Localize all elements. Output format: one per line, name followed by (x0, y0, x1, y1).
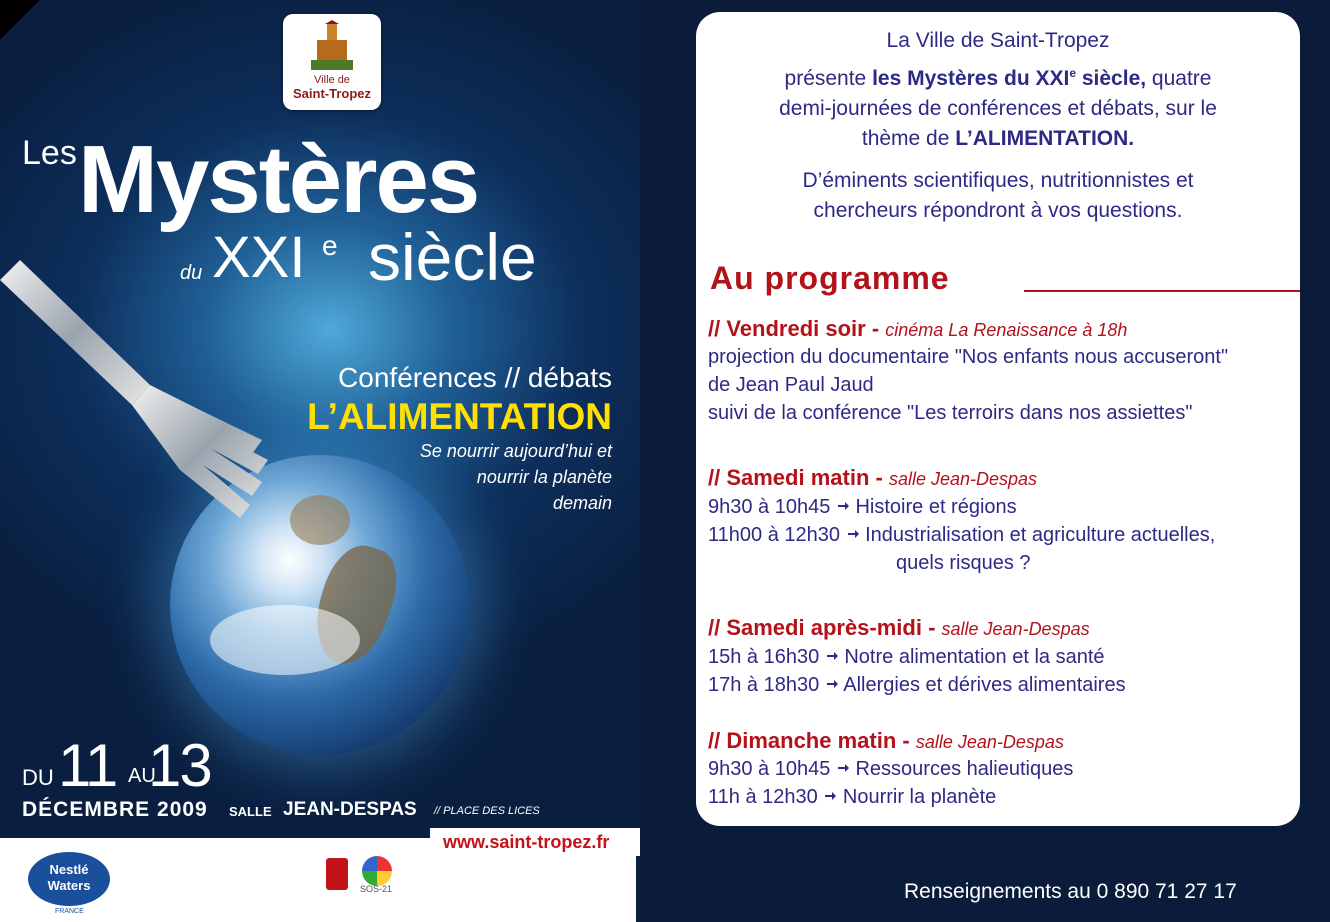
arrow-right-icon (836, 499, 850, 513)
church-icon (311, 20, 353, 70)
sos21-logo-icon (362, 856, 392, 886)
title-sup: e (322, 230, 338, 261)
section-samedi-matin: // Samedi matin - salle Jean-Despas (708, 465, 1038, 490)
vendredi-line3: suivi de la conférence "Les terroirs dans nos assiettes" (708, 402, 1193, 424)
logo-line2: Saint-Tropez (292, 86, 371, 101)
section-vendredi: // Vendredi soir - cinéma La Renaissance à 18h (708, 316, 1128, 341)
theme-label: L’ALIMENTATION (307, 396, 612, 437)
samedi-matin-item1: 9h30 à 10h45 Histoire et régions (708, 496, 1017, 518)
date-venue: JEAN-DESPAS (283, 799, 417, 820)
dimanche-item2: 11h à 12h30 Nourrir la planète (708, 786, 997, 808)
programme-title: Au programme (710, 260, 950, 296)
date-end: 13 (148, 732, 211, 799)
section-dimanche-matin: // Dimanche matin - salle Jean-Despas (708, 728, 1064, 753)
tagline-2: nourrir la planète (476, 467, 612, 487)
samedi-am-item1: 15h à 16h30 Notre alimentation et la santé (708, 646, 1105, 668)
title-main: Mystères (78, 126, 479, 233)
title-siecle: siècle (368, 220, 537, 294)
vendredi-line2: de Jean Paul Jaud (708, 374, 874, 396)
title-les: Les (22, 134, 77, 172)
logo-line1: Ville de (314, 74, 350, 86)
title-du: du (180, 262, 203, 284)
dimanche-item1: 9h30 à 10h45 Ressources halieutiques (708, 758, 1074, 780)
saint-tropez-logo (283, 14, 381, 110)
title-century: XXI (212, 225, 306, 290)
nestle-label: Nestlé Waters (47, 862, 91, 893)
arrow-right-icon (836, 761, 850, 775)
arrow-right-icon (825, 649, 839, 663)
sos21-label: SOS-21 (360, 884, 393, 894)
intro-line6: chercheurs répondront à vos questions. (813, 199, 1183, 222)
tagline-3: demain (552, 493, 612, 513)
nestle-waters-logo (28, 852, 110, 906)
date-au: AU (128, 765, 156, 787)
date-start: 11 (58, 732, 117, 799)
vendredi-line1: projection du documentaire "Nos enfants nous accuseront" (708, 346, 1229, 368)
intro-line5: D’éminents scientifiques, nutritionnistes et (802, 169, 1194, 192)
arrow-right-icon (825, 677, 839, 691)
date-du: DU (22, 765, 54, 790)
conferences-label: Conférences // débats (338, 362, 612, 393)
date-month-year: DÉCEMBRE 2009 (22, 798, 208, 821)
programme-underline (1024, 290, 1300, 292)
section-samedi-apres-midi: // Samedi après-midi - salle Jean-Despas (708, 615, 1090, 640)
intro-line4: thème de L’ALIMENTATION. (861, 127, 1135, 150)
tagline-1: Se nourrir aujourd’hui et (419, 441, 612, 461)
samedi-matin-item2: 11h00 à 12h30 Industrialisation et agriculture actuelles, (708, 524, 1216, 546)
tagline (360, 438, 612, 516)
date-salle: SALLE (229, 804, 272, 819)
date-place: // PLACE DES LICES (434, 805, 540, 817)
website-link[interactable]: www.saint-tropez.fr (443, 832, 610, 852)
arrow-right-icon (823, 789, 837, 803)
info-phone: Renseignements au 0 890 71 27 17 (904, 880, 1237, 903)
samedi-matin-cont: quels risques ? (896, 552, 1031, 574)
intro-line1: La Ville de Saint-Tropez (886, 29, 1110, 52)
nestle-country: FRANCE (55, 908, 84, 915)
nrj-logo (326, 858, 348, 890)
intro-line3: demi-journées de conférences et débats, sur le (779, 97, 1217, 120)
arrow-right-icon (846, 527, 860, 541)
intro-line2: présente les Mystères du XXIe siècle, quatre (784, 66, 1212, 90)
samedi-am-item2: 17h à 18h30 Allergies et dérives alimentaires (708, 674, 1126, 696)
